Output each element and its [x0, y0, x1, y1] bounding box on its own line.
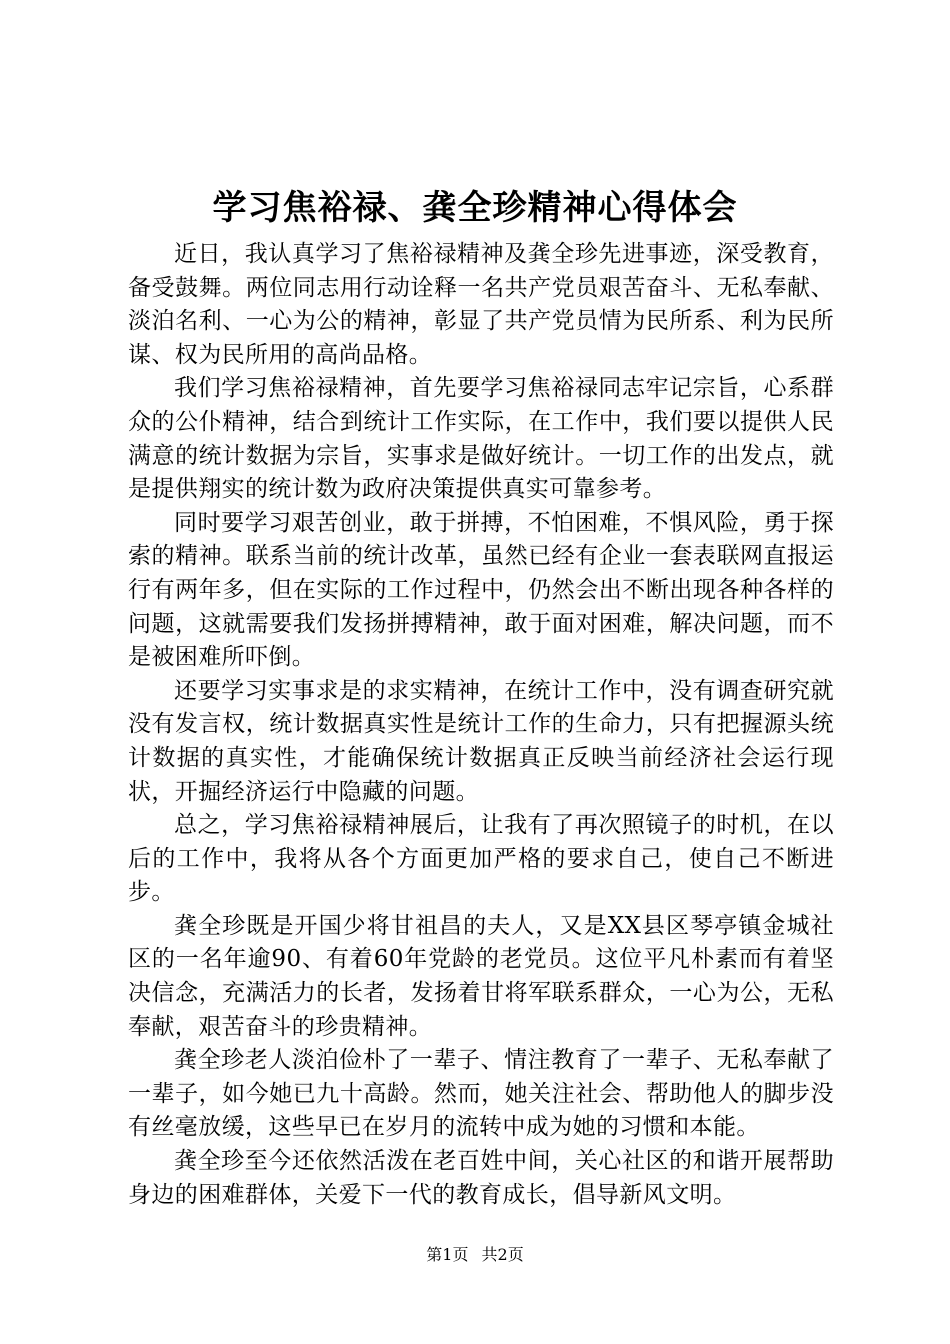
paragraph: 近日，我认真学习了焦裕禄精神及龚全珍先进事迹，深受教育，备受鼓舞。两位同志用行动诠释一名共产党员艰苦奋斗、无私奉献、淡泊名利、一心为公的精神，彰显了共产党员情为民所系、利为民所谋、权为民所用的高尚品格。	[128, 241, 834, 368]
paragraph: 龚全珍老人淡泊俭朴了一辈子、情注教育了一辈子、无私奉献了一辈子，如今她已九十高龄。然而，她关注社会、帮助他人的脚步没有丝毫放缓，这些早已在岁月的流转中成为她的习惯和本能。	[128, 1047, 834, 1141]
page-total: 共2页	[481, 1245, 524, 1264]
document-body	[128, 238, 834, 1212]
document-title: 学习焦裕禄、龚全珍精神心得体会	[212, 188, 738, 228]
paragraph: 还要学习实事求是的求实精神，在统计工作中，没有调查研究就没有发言权，统计数据真实性是统计工作的生命力，只有把握源头统计数据的真实性，才能确保统计数据真正反映当前经济社会运行现状，开掘经济运行中隐藏的问题。	[128, 677, 834, 805]
paragraph: 我们学习焦裕禄精神，首先要学习焦裕禄同志牢记宗旨，心系群众的公仆精神，结合到统计工作实际，在工作中，我们要以提供人民满意的统计数据为宗旨，实事求是做好统计。一切工作的出发点，就是提供翔实的统计数为政府决策提供真实可靠参考。	[128, 375, 834, 503]
paragraph: 龚全珍至今还依然活泼在老百姓中间，关心社区的和谐开展帮助身边的困难群体，关爱下一代的教育成长，倡导新风文明。	[128, 1148, 834, 1208]
page-number: 第1页	[426, 1245, 469, 1264]
paragraph: 龚全珍既是开国少将甘祖昌的夫人，又是XX县区琴亭镇金城社区的一名年逾90、有着60年党龄的老党员。这位平凡朴素而有着坚决信念，充满活力的长者，发扬着甘将军联系群众，一心为公，无私奉献，艰苦奋斗的珍贵精神。	[128, 912, 834, 1040]
paragraph: 总之，学习焦裕禄精神展后，让我有了再次照镜子的时机，在以后的工作中，我将从各个方面更加严格的要求自己，使自己不断进步。	[128, 812, 834, 906]
page-footer	[0, 1244, 950, 1266]
paragraph: 同时要学习艰苦创业，敢于拼搏，不怕困难，不惧风险，勇于探索的精神。联系当前的统计改革，虽然已经有企业一套表联网直报运行有两年多，但在实际的工作过程中，仍然会出不断出现各种各样的问题，这就需要我们发扬拼搏精神，敢于面对困难，解决问题，而不是被困难所吓倒。	[128, 509, 834, 671]
